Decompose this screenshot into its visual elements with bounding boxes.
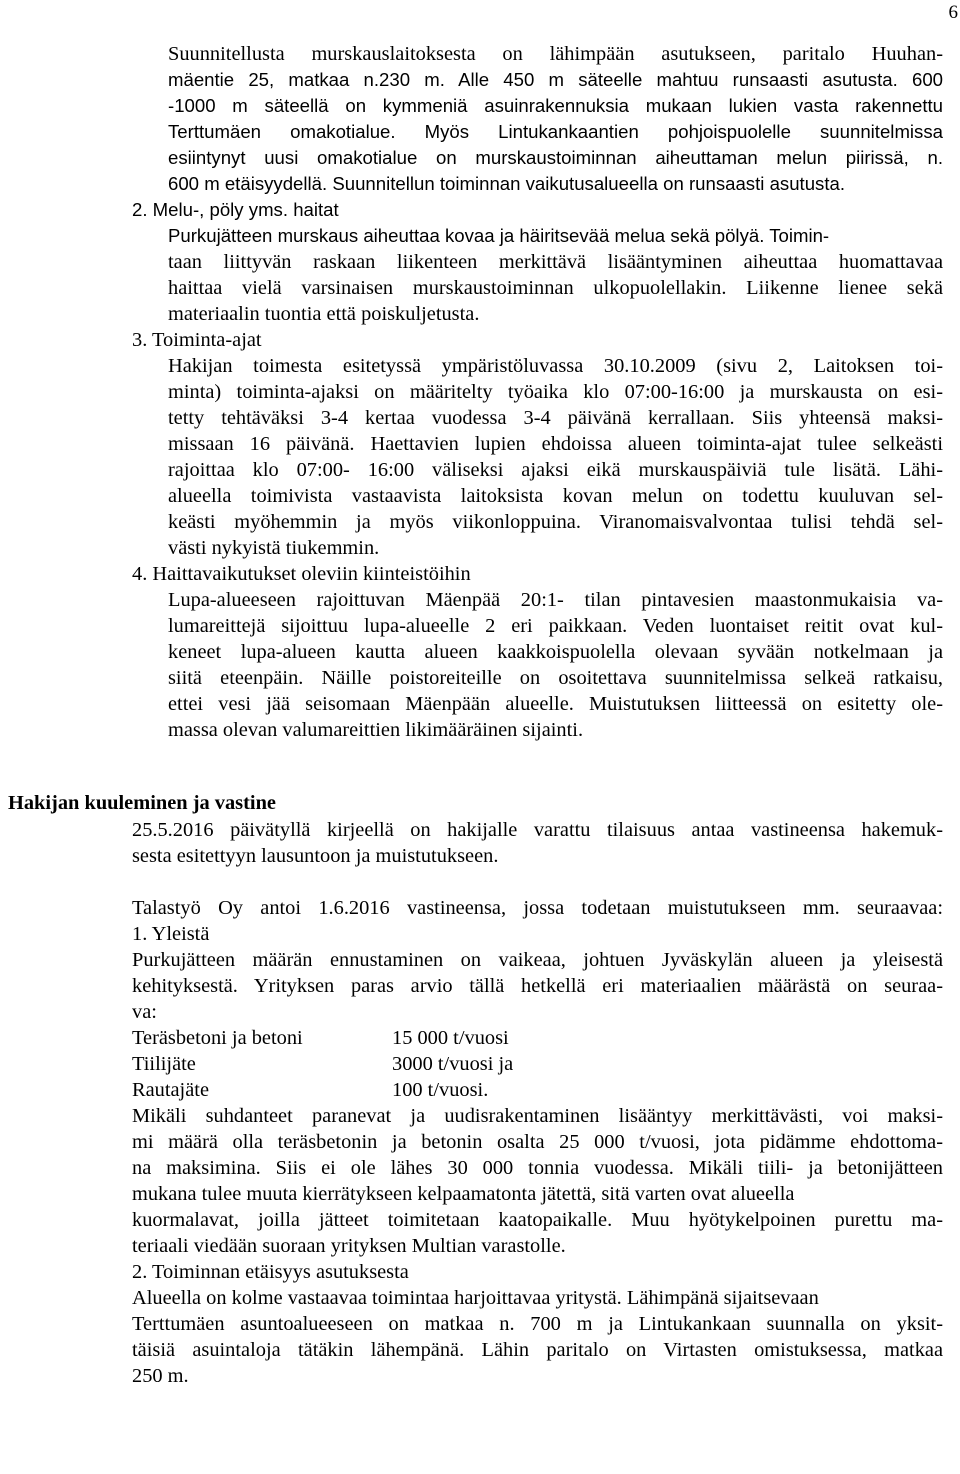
- body-line: tetty tehtäväksi 3-4 kertaa vuodessa 3-4 päivänä kerrallaan. Siis yhteensä maksi-: [168, 407, 943, 429]
- material-name: Teräsbetoni ja betoni: [132, 1027, 303, 1049]
- subsection-heading-1: 1. Yleistä: [132, 923, 210, 945]
- body-line: kuormalavat, joilla jätteet toimitetaan kaatopaikalle. Muu hyötykelpoinen purettu ma-: [132, 1209, 943, 1231]
- body-line: siitä eteenpäin. Näille poistoreiteille on osoitettava suunnitelmissa selkeä ratkaisu,: [168, 667, 943, 689]
- body-line: 600 m etäisyydellä. Suunnitellun toiminnan vaikutusalueella on runsaasti asutusta.: [168, 173, 846, 194]
- section-heading-4: 4. Haittavaikutukset oleviin kiinteistöihin: [132, 563, 471, 585]
- body-line: 25.5.2016 päivätyllä kirjeellä on hakijalle varattu tilaisuus antaa vastineensa hakemuk-: [132, 819, 943, 841]
- body-line: Purkujätteen murskaus aiheuttaa kovaa ja häiritsevää melua sekä pölyä. Toimin-: [168, 225, 830, 246]
- body-line: Lupa-alueeseen rajoittuvan Mäenpää 20:1- tilan pintavesien maastonmukaisia va-: [168, 589, 943, 611]
- body-line: Alueella on kolme vastaavaa toimintaa harjoittavaa yritystä. Lähimpänä sijaitsevaan: [132, 1287, 819, 1309]
- material-name: Rautajäte: [132, 1079, 209, 1101]
- body-line: sesta esitettyyn lausuntoon ja muistutukseen.: [132, 845, 499, 867]
- body-line: ettei vesi jää seisomaan Mäenpään alueelle. Muistutuksen liitteessä on esitetty ole-: [168, 693, 943, 715]
- body-line: -1000 m säteellä on kymmeniä asuinrakennuksia mukaan lukien vasta rakennettu: [168, 95, 943, 116]
- body-line: mukana tulee muuta kierrätykseen kelpaamatonta jätettä, sitä varten ovat alueella: [132, 1183, 795, 1205]
- body-line: haittaa vielä varsinaisen murskaustoiminnan ulkopuolellakin. Liikenne lienee sekä: [168, 277, 943, 299]
- body-line: materiaalin tuontia että poiskuljetusta.: [168, 303, 480, 325]
- body-line: täisiä asuintaloja tätäkin lähempänä. Lähin paritalo on Virtasten omistuksessa, matkaa: [132, 1339, 943, 1361]
- body-line: na maksimina. Siis ei ole lähes 30 000 tonnia vuodessa. Mikäli tiili- ja betonijätteen: [132, 1157, 943, 1179]
- body-line: Suunnitellusta murskauslaitoksesta on lähimpään asutukseen, paritalo Huuhan-: [168, 43, 943, 65]
- body-line: Terttumäen omakotialue. Myös Lintukankaantien pohjoispuolelle suunnitelmissa: [168, 121, 943, 142]
- section-heading-2: 2. Melu-, pöly yms. haitat: [132, 199, 339, 220]
- body-line: mi määrä olla teräsbetonin ja betonin osalta 25 000 t/vuosi, jota pidämme ehdottoma-: [132, 1131, 943, 1153]
- body-line: Purkujätteen määrän ennustaminen on vaikeaa, johtuen Jyväskylän alueen ja yleisestä: [132, 949, 943, 971]
- body-line: mäentie 25, matkaa n.230 m. Alle 450 m säteelle mahtuu runsaasti asutusta. 600: [168, 69, 943, 90]
- body-line: teriaali viedään suoraan yrityksen Multian varastolle.: [132, 1235, 566, 1257]
- body-line: alueella toimivista vastaavista laitoksista kovan melun on todettu kuuluvan sel-: [168, 485, 943, 507]
- body-line: taan liittyvän raskaan liikenteen merkittävä lisääntyminen aiheuttaa huomattavaa: [168, 251, 943, 273]
- materials-row: [132, 1026, 612, 1050]
- section-title: Hakijan kuuleminen ja vastine: [8, 792, 276, 814]
- page-number: 6: [948, 2, 958, 23]
- body-line: 250 m.: [132, 1365, 189, 1387]
- subsection-heading-2: 2. Toiminnan etäisyys asutuksesta: [132, 1261, 409, 1283]
- body-line: kehityksestä. Yrityksen paras arvio tällä hetkellä eri materiaalien määrästä on seuraa-: [132, 975, 943, 997]
- materials-row: [132, 1078, 612, 1102]
- material-amount: 15 000 t/vuosi: [392, 1027, 509, 1049]
- body-line: Mikäli suhdanteet paranevat ja uudisrakentaminen lisääntyy merkittävästi, voi maksi-: [132, 1105, 943, 1127]
- body-line: lumareittejä sijoittuu lupa-alueelle 2 eri paikkaan. Veden luontaiset reitit ovat kul-: [168, 615, 943, 637]
- body-line: esiintynyt uusi omakotialue on murskaustoiminnan aiheuttaman melun piirissä, n.: [168, 147, 943, 168]
- body-line: keästi myöhemmin ja myös viikonloppuina. Viranomaisvalvontaa tulisi tehdä sel-: [168, 511, 943, 533]
- body-line: massa olevan valumareittien likimääräinen sijainti.: [168, 719, 584, 741]
- section-heading-3: 3. Toiminta-ajat: [132, 329, 262, 351]
- materials-row: [132, 1052, 612, 1076]
- body-line: va:: [132, 1001, 157, 1023]
- body-line: minta) toiminta-ajaksi on määritelty työaika klo 07:00-16:00 ja murskausta on esi-: [168, 381, 943, 403]
- body-line: rajoittaa klo 07:00- 16:00 väliseksi ajaksi eikä murskauspäiviä tule lisätä. Lähi-: [168, 459, 943, 481]
- material-amount: 3000 t/vuosi ja: [392, 1053, 514, 1075]
- material-name: Tiilijäte: [132, 1053, 196, 1075]
- body-line: västi nykyistä tiukemmin.: [168, 537, 380, 559]
- body-line: missaan 16 päivänä. Haettavien lupien ehdoissa alueen toiminta-ajat tulee selkeästi: [168, 433, 943, 455]
- body-line: Talastyö Oy antoi 1.6.2016 vastineensa, jossa todetaan muistutukseen mm. seuraavaa:: [132, 897, 943, 919]
- body-line: Hakijan toimesta esitetyssä ympäristöluvassa 30.10.2009 (sivu 2, Laitoksen toi-: [168, 355, 943, 377]
- body-line: keneet lupa-alueen kautta alueen kaakkoispuolella olevaan syvään notkelmaan ja: [168, 641, 943, 663]
- material-amount: 100 t/vuosi.: [392, 1079, 489, 1101]
- body-line: Terttumäen asuntoalueeseen on matkaa n. 700 m ja Lintukankaan suunnalla on yksit-: [132, 1313, 943, 1335]
